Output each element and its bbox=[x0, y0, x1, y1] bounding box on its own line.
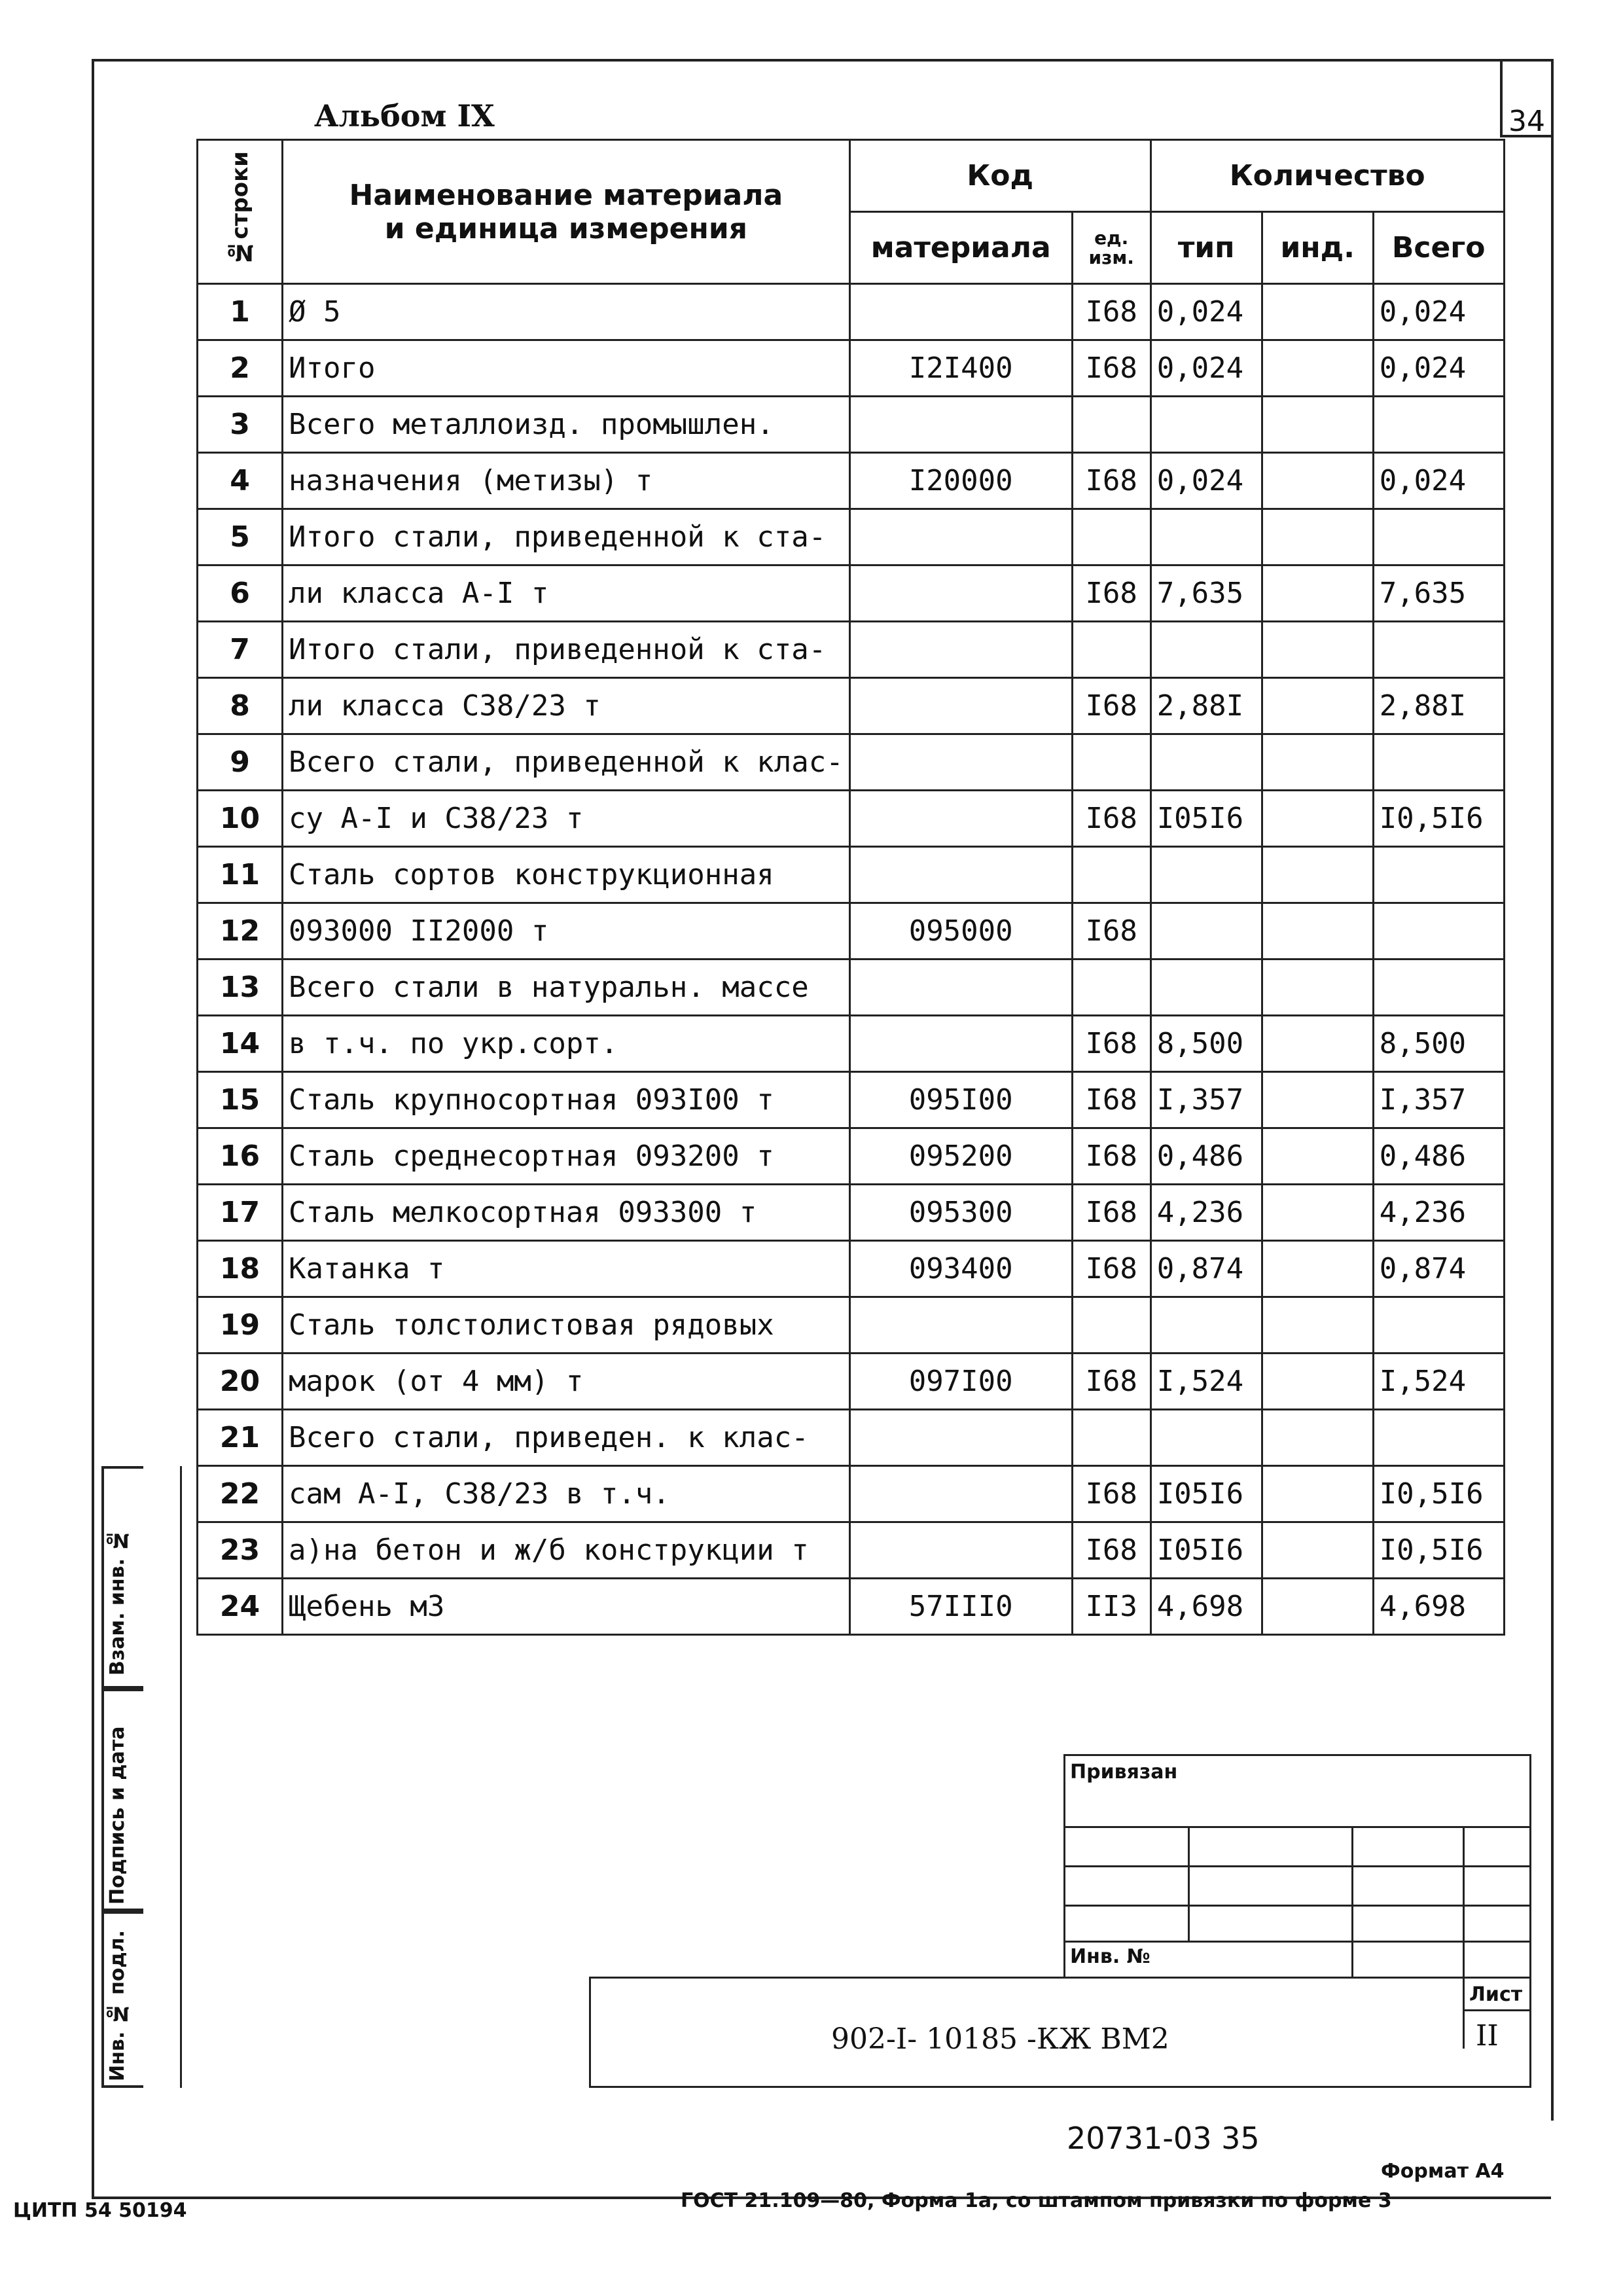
material-code bbox=[849, 791, 1072, 847]
material-name: Итого bbox=[283, 340, 850, 397]
row-number: 18 bbox=[198, 1241, 283, 1297]
row-number: 13 bbox=[198, 960, 283, 1016]
material-code: I20000 bbox=[849, 453, 1072, 509]
table-row bbox=[198, 1016, 1505, 1072]
qty-type bbox=[1150, 509, 1262, 565]
table-row bbox=[198, 1297, 1505, 1354]
qty-total bbox=[1373, 622, 1504, 678]
total-header: Всего bbox=[1373, 212, 1504, 284]
unit-code: I68 bbox=[1072, 284, 1150, 340]
unit-code: I68 bbox=[1072, 565, 1150, 622]
qty-total: I0,5I6 bbox=[1373, 1466, 1504, 1522]
qty-ind bbox=[1262, 1354, 1373, 1410]
unit-code: I68 bbox=[1072, 678, 1150, 734]
qty-total bbox=[1373, 903, 1504, 960]
stamp-line-2 bbox=[1063, 1865, 1531, 1867]
material-name: марок (от 4 мм) т bbox=[283, 1354, 850, 1410]
qty-type: 8,500 bbox=[1150, 1016, 1262, 1072]
row-number: 12 bbox=[198, 903, 283, 960]
table-row bbox=[198, 1128, 1505, 1185]
qty-total bbox=[1373, 1410, 1504, 1466]
page-number: 34 bbox=[1508, 105, 1545, 138]
qty-ind bbox=[1262, 453, 1373, 509]
row-number: 23 bbox=[198, 1522, 283, 1579]
type-header: тип bbox=[1150, 212, 1262, 284]
stamp-list-divider bbox=[1463, 2009, 1531, 2011]
material-code bbox=[849, 847, 1072, 903]
qty-ind bbox=[1262, 903, 1373, 960]
material-code bbox=[849, 565, 1072, 622]
row-number: 20 bbox=[198, 1354, 283, 1410]
unit-code: I68 bbox=[1072, 1016, 1150, 1072]
qty-ind bbox=[1262, 847, 1373, 903]
qty-ind bbox=[1262, 1128, 1373, 1185]
handwritten-number: 20731-03 35 bbox=[1067, 2121, 1260, 2156]
qty-total: 4,698 bbox=[1373, 1579, 1504, 1635]
table-row bbox=[198, 1579, 1505, 1635]
qty-type bbox=[1150, 397, 1262, 453]
qty-total bbox=[1373, 509, 1504, 565]
row-num-header: №строки bbox=[198, 140, 283, 284]
qty-total: 2,88I bbox=[1373, 678, 1504, 734]
qty-ind bbox=[1262, 791, 1373, 847]
material-code bbox=[849, 1016, 1072, 1072]
qty-ind bbox=[1262, 960, 1373, 1016]
material-name: Итого стали, приведенной к ста- bbox=[283, 509, 850, 565]
stamp-line-1 bbox=[1063, 1826, 1531, 1828]
qty-type: I05I6 bbox=[1150, 791, 1262, 847]
unit-code bbox=[1072, 1297, 1150, 1354]
table-row bbox=[198, 791, 1505, 847]
qty-type: 0,024 bbox=[1150, 453, 1262, 509]
qty-total: I,357 bbox=[1373, 1072, 1504, 1128]
unit-code bbox=[1072, 509, 1150, 565]
qty-ind bbox=[1262, 1072, 1373, 1128]
material-code bbox=[849, 1466, 1072, 1522]
stamp-privyazan-label: Привязан bbox=[1070, 1761, 1178, 1784]
row-number: 11 bbox=[198, 847, 283, 903]
qty-ind bbox=[1262, 1410, 1373, 1466]
table-row bbox=[198, 1466, 1505, 1522]
material-code bbox=[849, 1297, 1072, 1354]
code-header: Код bbox=[849, 140, 1150, 212]
qty-ind bbox=[1262, 1466, 1373, 1522]
unit-code: I68 bbox=[1072, 791, 1150, 847]
footer-format: Формат А4 bbox=[1381, 2160, 1505, 2183]
material-code bbox=[849, 734, 1072, 791]
qty-ind bbox=[1262, 734, 1373, 791]
qty-total bbox=[1373, 960, 1504, 1016]
qty-type bbox=[1150, 622, 1262, 678]
material-code: 095I00 bbox=[849, 1072, 1072, 1128]
row-number: 21 bbox=[198, 1410, 283, 1466]
material-name: в т.ч. по укр.сорт. bbox=[283, 1016, 850, 1072]
qty-total: I0,5I6 bbox=[1373, 791, 1504, 847]
unit-code bbox=[1072, 1410, 1150, 1466]
material-code bbox=[849, 960, 1072, 1016]
material-name: Сталь мелкосортная 093300 т bbox=[283, 1185, 850, 1241]
unit-code bbox=[1072, 847, 1150, 903]
unit-code: I68 bbox=[1072, 453, 1150, 509]
material-name: назначения (метизы) т bbox=[283, 453, 850, 509]
material-code: 097I00 bbox=[849, 1354, 1072, 1410]
stamp-list-label: Лист bbox=[1469, 1983, 1523, 2006]
material-code bbox=[849, 1522, 1072, 1579]
materials-table bbox=[196, 139, 1505, 1636]
table-row bbox=[198, 1072, 1505, 1128]
stamp-line-4 bbox=[1063, 1941, 1531, 1943]
material-name: Всего металлоизд. промышлен. bbox=[283, 397, 850, 453]
qty-type: 7,635 bbox=[1150, 565, 1262, 622]
side-divider bbox=[180, 1466, 182, 2088]
table-row bbox=[198, 284, 1505, 340]
table-row bbox=[198, 453, 1505, 509]
table-row bbox=[198, 565, 1505, 622]
stamp-inv-label: Инв. № bbox=[1070, 1945, 1150, 1968]
qty-total: 0,874 bbox=[1373, 1241, 1504, 1297]
material-code bbox=[849, 1410, 1072, 1466]
ind-header: инд. bbox=[1262, 212, 1373, 284]
material-name: Итого стали, приведенной к ста- bbox=[283, 622, 850, 678]
material-name: Катанка т bbox=[283, 1241, 850, 1297]
unit-code: II3 bbox=[1072, 1579, 1150, 1635]
material-code: 095000 bbox=[849, 903, 1072, 960]
table-row bbox=[198, 340, 1505, 397]
name-header: Наименование материала и единица измерения bbox=[283, 140, 850, 284]
material-name: Сталь сортов конструкционная bbox=[283, 847, 850, 903]
qty-ind bbox=[1262, 340, 1373, 397]
unit-header: ед. изм. bbox=[1072, 212, 1150, 284]
material-name: Щебень м3 bbox=[283, 1579, 850, 1635]
side-inv-label: Инв. № подл. bbox=[106, 1929, 129, 2081]
qty-ind bbox=[1262, 1016, 1373, 1072]
qty-total: 8,500 bbox=[1373, 1016, 1504, 1072]
qty-type: 4,236 bbox=[1150, 1185, 1262, 1241]
table-row bbox=[198, 1410, 1505, 1466]
album-title: Альбом IX bbox=[314, 98, 495, 134]
material-name: Сталь среднесортная 093200 т bbox=[283, 1128, 850, 1185]
row-number: 3 bbox=[198, 397, 283, 453]
material-code bbox=[849, 622, 1072, 678]
qty-type bbox=[1150, 960, 1262, 1016]
material-name: Всего стали в натуральн. массе bbox=[283, 960, 850, 1016]
table-row bbox=[198, 1354, 1505, 1410]
qty-total bbox=[1373, 734, 1504, 791]
qty-type: I,357 bbox=[1150, 1072, 1262, 1128]
material-name: сам А-I, С38/23 в т.ч. bbox=[283, 1466, 850, 1522]
qty-ind bbox=[1262, 622, 1373, 678]
table-row bbox=[198, 734, 1505, 791]
qty-type bbox=[1150, 847, 1262, 903]
material-name: ли класса А-I т bbox=[283, 565, 850, 622]
qty-total: I0,5I6 bbox=[1373, 1522, 1504, 1579]
table-row bbox=[198, 509, 1505, 565]
row-number: 8 bbox=[198, 678, 283, 734]
material-code bbox=[849, 509, 1072, 565]
unit-code bbox=[1072, 622, 1150, 678]
material-name: Всего стали, приведен. к клас- bbox=[283, 1410, 850, 1466]
side-podpis-label: Подпись и дата bbox=[106, 1726, 129, 1905]
table-row bbox=[198, 1522, 1505, 1579]
qty-total: 0,024 bbox=[1373, 284, 1504, 340]
material-name: Сталь крупносортная 093I00 т bbox=[283, 1072, 850, 1128]
material-code: 095300 bbox=[849, 1185, 1072, 1241]
qty-total: 0,024 bbox=[1373, 453, 1504, 509]
unit-code: I68 bbox=[1072, 1128, 1150, 1185]
stamp-vline-1 bbox=[1188, 1826, 1190, 1941]
side-vzam-label: Взам. инв. № bbox=[106, 1528, 129, 1676]
stamp-vline-2 bbox=[1351, 1826, 1353, 1977]
page-frame-right bbox=[1551, 59, 1554, 2121]
qty-type bbox=[1150, 903, 1262, 960]
material-code: 093400 bbox=[849, 1241, 1072, 1297]
stamp-designation: 902-I- 10185 -КЖ ВМ2 bbox=[831, 2022, 1169, 2056]
unit-code bbox=[1072, 960, 1150, 1016]
material-name: 093000 II2000 т bbox=[283, 903, 850, 960]
qty-type bbox=[1150, 734, 1262, 791]
unit-code: I68 bbox=[1072, 1185, 1150, 1241]
unit-code: I68 bbox=[1072, 1072, 1150, 1128]
unit-code: I68 bbox=[1072, 1241, 1150, 1297]
qty-type: 2,88I bbox=[1150, 678, 1262, 734]
qty-type: 0,486 bbox=[1150, 1128, 1262, 1185]
unit-code: I68 bbox=[1072, 1522, 1150, 1579]
material-name: Ø 5 bbox=[283, 284, 850, 340]
row-number: 22 bbox=[198, 1466, 283, 1522]
header-row-1 bbox=[198, 140, 1505, 212]
unit-code: I68 bbox=[1072, 903, 1150, 960]
qty-ind bbox=[1262, 1522, 1373, 1579]
material-code: 57III0 bbox=[849, 1579, 1072, 1635]
material-code bbox=[849, 678, 1072, 734]
row-number: 6 bbox=[198, 565, 283, 622]
stamp-line-3 bbox=[1063, 1905, 1531, 1907]
qty-total: 7,635 bbox=[1373, 565, 1504, 622]
row-number: 16 bbox=[198, 1128, 283, 1185]
table-row bbox=[198, 397, 1505, 453]
table-row bbox=[198, 903, 1505, 960]
footer-left: ЦИТП 54 50194 bbox=[13, 2199, 187, 2222]
table-row bbox=[198, 847, 1505, 903]
qty-total bbox=[1373, 397, 1504, 453]
qty-ind bbox=[1262, 1241, 1373, 1297]
material-name: а)на бетон и ж/б конструкции т bbox=[283, 1522, 850, 1579]
unit-code bbox=[1072, 397, 1150, 453]
qty-ind bbox=[1262, 1579, 1373, 1635]
row-number: 7 bbox=[198, 622, 283, 678]
qty-total: I,524 bbox=[1373, 1354, 1504, 1410]
table-row bbox=[198, 1185, 1505, 1241]
material-code bbox=[849, 284, 1072, 340]
row-number: 4 bbox=[198, 453, 283, 509]
qty-ind bbox=[1262, 565, 1373, 622]
material-name: су А-I и С38/23 т bbox=[283, 791, 850, 847]
qty-ind bbox=[1262, 678, 1373, 734]
qty-total: 4,236 bbox=[1373, 1185, 1504, 1241]
qty-ind bbox=[1262, 284, 1373, 340]
qty-type: 0,874 bbox=[1150, 1241, 1262, 1297]
row-number: 10 bbox=[198, 791, 283, 847]
row-number: 1 bbox=[198, 284, 283, 340]
qty-type: 4,698 bbox=[1150, 1579, 1262, 1635]
row-number: 19 bbox=[198, 1297, 283, 1354]
row-number: 17 bbox=[198, 1185, 283, 1241]
qty-ind bbox=[1262, 509, 1373, 565]
material-name: Сталь толстолистовая рядовых bbox=[283, 1297, 850, 1354]
qty-type: I05I6 bbox=[1150, 1522, 1262, 1579]
table-row bbox=[198, 1241, 1505, 1297]
qty-type bbox=[1150, 1297, 1262, 1354]
stamp-list-value: II bbox=[1476, 2019, 1499, 2053]
material-name: Всего стали, приведенной к клас- bbox=[283, 734, 850, 791]
qty-total: 0,486 bbox=[1373, 1128, 1504, 1185]
unit-code: I68 bbox=[1072, 1354, 1150, 1410]
table-row bbox=[198, 960, 1505, 1016]
qty-type: I05I6 bbox=[1150, 1466, 1262, 1522]
qty-ind bbox=[1262, 1185, 1373, 1241]
qty-type: 0,024 bbox=[1150, 284, 1262, 340]
qty-ind bbox=[1262, 397, 1373, 453]
qty-type: I,524 bbox=[1150, 1354, 1262, 1410]
qty-total: 0,024 bbox=[1373, 340, 1504, 397]
quantity-header: Количество bbox=[1150, 140, 1504, 212]
row-number: 2 bbox=[198, 340, 283, 397]
footer-center: ГОСТ 21.109—80, Форма 1а, со штампом привязки по форме 3 bbox=[681, 2189, 1392, 2212]
qty-total bbox=[1373, 1297, 1504, 1354]
material-code: I2I400 bbox=[849, 340, 1072, 397]
unit-code: I68 bbox=[1072, 1466, 1150, 1522]
row-number: 15 bbox=[198, 1072, 283, 1128]
table-row bbox=[198, 622, 1505, 678]
row-number: 14 bbox=[198, 1016, 283, 1072]
qty-type: 0,024 bbox=[1150, 340, 1262, 397]
qty-total bbox=[1373, 847, 1504, 903]
row-number: 5 bbox=[198, 509, 283, 565]
material-code bbox=[849, 397, 1072, 453]
qty-type bbox=[1150, 1410, 1262, 1466]
qty-ind bbox=[1262, 1297, 1373, 1354]
material-code: 095200 bbox=[849, 1128, 1072, 1185]
table-row bbox=[198, 678, 1505, 734]
row-number: 24 bbox=[198, 1579, 283, 1635]
row-number: 9 bbox=[198, 734, 283, 791]
material-name: ли класса С38/23 т bbox=[283, 678, 850, 734]
material-code-header: материала bbox=[849, 212, 1072, 284]
unit-code: I68 bbox=[1072, 340, 1150, 397]
unit-code bbox=[1072, 734, 1150, 791]
